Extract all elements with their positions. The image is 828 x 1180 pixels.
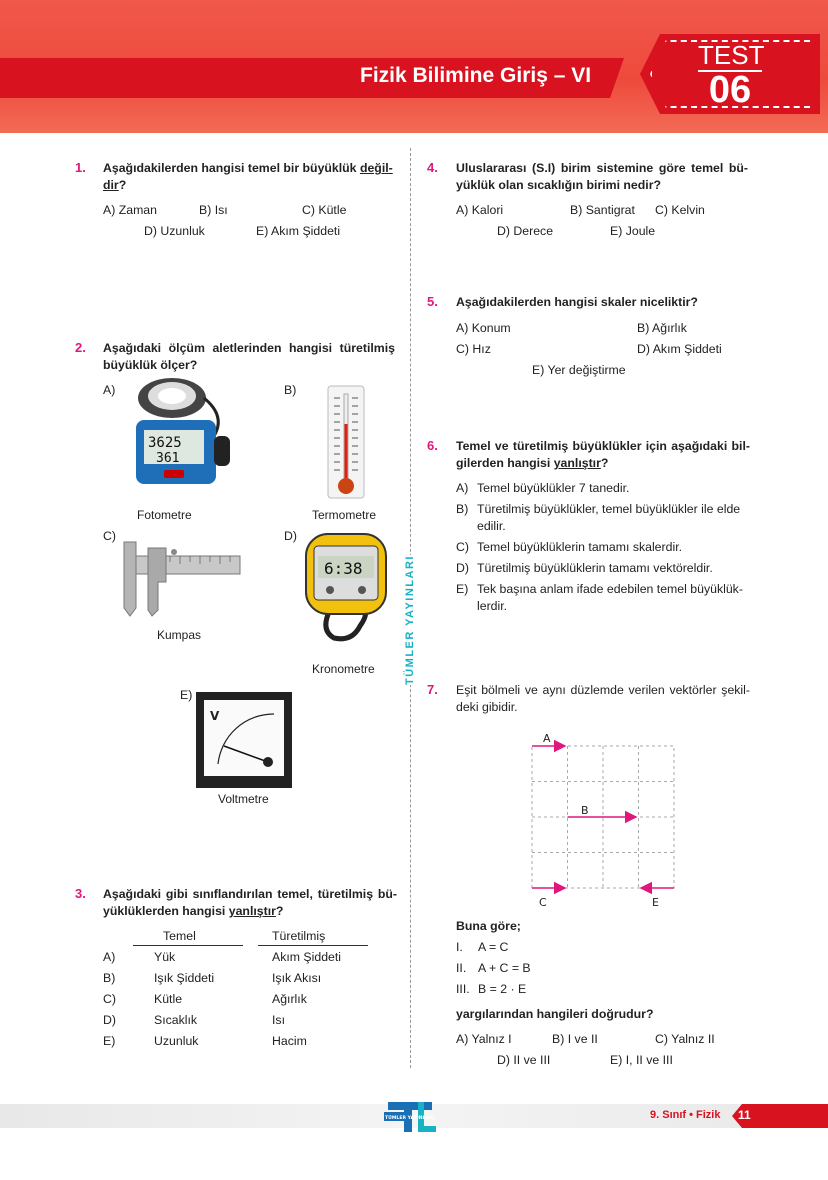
- q1-option-a[interactable]: A) Zaman: [103, 203, 157, 217]
- q1-text: Aşağıdakilerden hangisi temel bir büyüklük değil- dir?: [103, 161, 393, 192]
- q6-option-e-label[interactable]: E): [456, 582, 469, 596]
- q3-row-d-temel: Sıcaklık: [154, 1013, 198, 1027]
- q7-stmt-2: A + C = B: [478, 961, 531, 975]
- q2-text: Aşağıdaki ölçüm aletlerinden hangisi türetilmiş büyüklük ölçer?: [103, 341, 395, 372]
- vector-c-label: C: [539, 896, 547, 909]
- q7-option-d[interactable]: D) II ve III: [497, 1053, 551, 1067]
- vector-grid-diagram: [522, 726, 682, 912]
- q6-option-c-label[interactable]: C): [456, 540, 469, 554]
- q7-option-e[interactable]: E) I, II ve III: [610, 1053, 673, 1067]
- q3-row-a-temel: Yük: [154, 950, 176, 964]
- q6-option-e-text: Tek başına anlam ifade edebilen temel büyüklük-lerdir.: [477, 582, 743, 613]
- q7-number: 7.: [427, 682, 438, 697]
- vector-a-label: A: [543, 732, 551, 745]
- q3-row-a-label[interactable]: A): [103, 950, 116, 964]
- q3-text: Aşağıdaki gibi sınıflandırılan temel, türetilmiş bü-yüklüklerden hangisi yanlıştır?: [103, 887, 397, 918]
- voltmeter-image: [194, 690, 294, 790]
- q3-row-e-turetilmis: Hacim: [272, 1034, 307, 1048]
- q3-row-d-label[interactable]: D): [103, 1013, 116, 1027]
- q7-option-c[interactable]: C) Yalnız II: [655, 1032, 715, 1046]
- q5-text: Aşağıdakilerden hangisi skaler niceliktir?: [456, 295, 698, 309]
- footer-class-label: 9. Sınıf • Fizik: [650, 1109, 721, 1121]
- q2-label-d[interactable]: D): [284, 529, 297, 543]
- q6-option-b-text: Türetilmiş büyüklükler, temel büyüklükler ile elde edilir.: [477, 502, 741, 533]
- q5-number: 5.: [427, 294, 438, 309]
- q4-option-b[interactable]: B) Santigrat: [570, 203, 635, 217]
- photometer-reading-2: 361: [156, 451, 180, 466]
- q3-row-a-turetilmis: Akım Şiddeti: [272, 950, 342, 964]
- vector-e-label: E: [652, 896, 659, 909]
- q6-option-d-text: Türetilmiş büyüklüklerin tamamı vektöreldir.: [477, 561, 713, 575]
- q3-header-line-2: [258, 945, 368, 946]
- q2-caption-d: Kronometre: [312, 662, 375, 676]
- q7-option-a[interactable]: A) Yalnız I: [456, 1032, 512, 1046]
- q3-row-c-label[interactable]: C): [103, 992, 116, 1006]
- q1-option-d[interactable]: D) Uzunluk: [144, 224, 205, 238]
- q3-header-line-1: [133, 945, 243, 946]
- q4-option-e[interactable]: E) Joule: [610, 224, 656, 238]
- q3-header-temel: Temel: [163, 929, 196, 943]
- q6-number: 6.: [427, 438, 438, 453]
- caliper-image: [120, 538, 242, 620]
- q1-number: 1.: [75, 160, 86, 175]
- q4-number: 4.: [427, 160, 438, 175]
- stopwatch-reading: 6:38: [324, 559, 363, 578]
- q6-option-a-text: Temel büyüklükler 7 tanedir.: [477, 481, 630, 495]
- q3-row-b-turetilmis: Işık Akısı: [272, 971, 322, 985]
- page-title: Fizik Bilimine Giriş – VI: [360, 64, 592, 87]
- q3-row-c-turetilmis: Ağırlık: [272, 992, 307, 1006]
- q3-row-b-temel: Işık Şiddeti: [154, 971, 215, 985]
- q7-buna-gore: Buna göre;: [456, 919, 521, 933]
- q6-option-d-label[interactable]: D): [456, 561, 469, 575]
- q7-option-b[interactable]: B) I ve II: [552, 1032, 598, 1046]
- q5-option-c[interactable]: C) Hız: [456, 342, 491, 356]
- q1-option-c[interactable]: C) Kütle: [302, 203, 347, 217]
- q1-option-e[interactable]: E) Akım Şiddeti: [256, 224, 341, 238]
- photometer-image: [126, 376, 236, 488]
- q5-option-b[interactable]: B) Ağırlık: [637, 321, 687, 335]
- q6-option-a-label[interactable]: A): [456, 481, 469, 495]
- q7-text: Eşit bölmeli ve aynı düzlemde verilen vektörler şekil-deki gibidir.: [456, 683, 750, 714]
- page-number: 11: [738, 1108, 751, 1122]
- q3-row-d-turetilmis: Isı: [272, 1013, 285, 1027]
- photometer-reading-1: 3625: [148, 435, 182, 451]
- q5-option-a[interactable]: A) Konum: [456, 321, 511, 335]
- q2-label-a[interactable]: A): [103, 383, 116, 397]
- q2-number: 2.: [75, 340, 86, 355]
- q6-option-c-text: Temel büyüklüklerin tamamı skalerdir.: [477, 540, 683, 554]
- test-label: TEST: [698, 40, 765, 70]
- q7-stmt-1-num: I.: [456, 940, 463, 954]
- q4-text: Uluslararası (S.I) birim sistemine göre temel bü-yüklük olan sıcaklığın birimi nedir?: [456, 161, 748, 192]
- q3-number: 3.: [75, 886, 86, 901]
- svg-text:TÜMLER YAYINLARI: TÜMLER YAYINLARI: [385, 1116, 435, 1121]
- q3-row-e-temel: Uzunluk: [154, 1034, 199, 1048]
- q5-option-e[interactable]: E) Yer değiştirme: [532, 363, 626, 377]
- q2-caption-b: Termometre: [312, 508, 377, 522]
- q2-label-b[interactable]: B): [284, 383, 297, 397]
- q4-option-c[interactable]: C) Kelvin: [655, 203, 705, 217]
- q2-caption-a: Fotometre: [137, 508, 192, 522]
- q4-option-a[interactable]: A) Kalori: [456, 203, 504, 217]
- svg-text:V: V: [210, 709, 220, 723]
- q4-option-d[interactable]: D) Derece: [497, 224, 554, 238]
- publisher-side-text: TÜMLER YAYINLARI: [404, 555, 416, 685]
- q3-row-e-label[interactable]: E): [103, 1034, 116, 1048]
- q7-stmt-1: A = C: [478, 940, 509, 954]
- q2-caption-c: Kumpas: [157, 628, 202, 642]
- q3-header-turetilmis: Türetilmiş: [272, 929, 326, 943]
- q7-stmt-2-num: II.: [456, 961, 467, 975]
- q2-label-e[interactable]: E): [180, 688, 193, 702]
- publisher-logo: [382, 1100, 438, 1134]
- q2-label-c[interactable]: C): [103, 529, 116, 543]
- q3-row-b-label[interactable]: B): [103, 971, 116, 985]
- q7-stmt-3: B = 2 · E: [478, 982, 527, 996]
- thermometer-image: [326, 384, 366, 500]
- q1-option-b[interactable]: B) Isı: [199, 203, 228, 217]
- q2-caption-e: Voltmetre: [218, 792, 269, 806]
- q7-stmt-3-num: III.: [456, 982, 470, 996]
- q3-row-c-temel: Kütle: [154, 992, 183, 1006]
- stopwatch-image: [300, 530, 392, 642]
- q6-text: Temel ve türetilmiş büyüklükler için aşağıdaki bil-gilerden hangisi yanlıştır?: [456, 439, 750, 470]
- q5-option-d[interactable]: D) Akım Şiddeti: [637, 342, 722, 356]
- q7-ask: yargılarından hangileri doğrudur?: [456, 1007, 654, 1021]
- vector-b-label: B: [581, 804, 589, 817]
- test-number: 06: [708, 69, 752, 111]
- q6-option-b-label[interactable]: B): [456, 502, 469, 516]
